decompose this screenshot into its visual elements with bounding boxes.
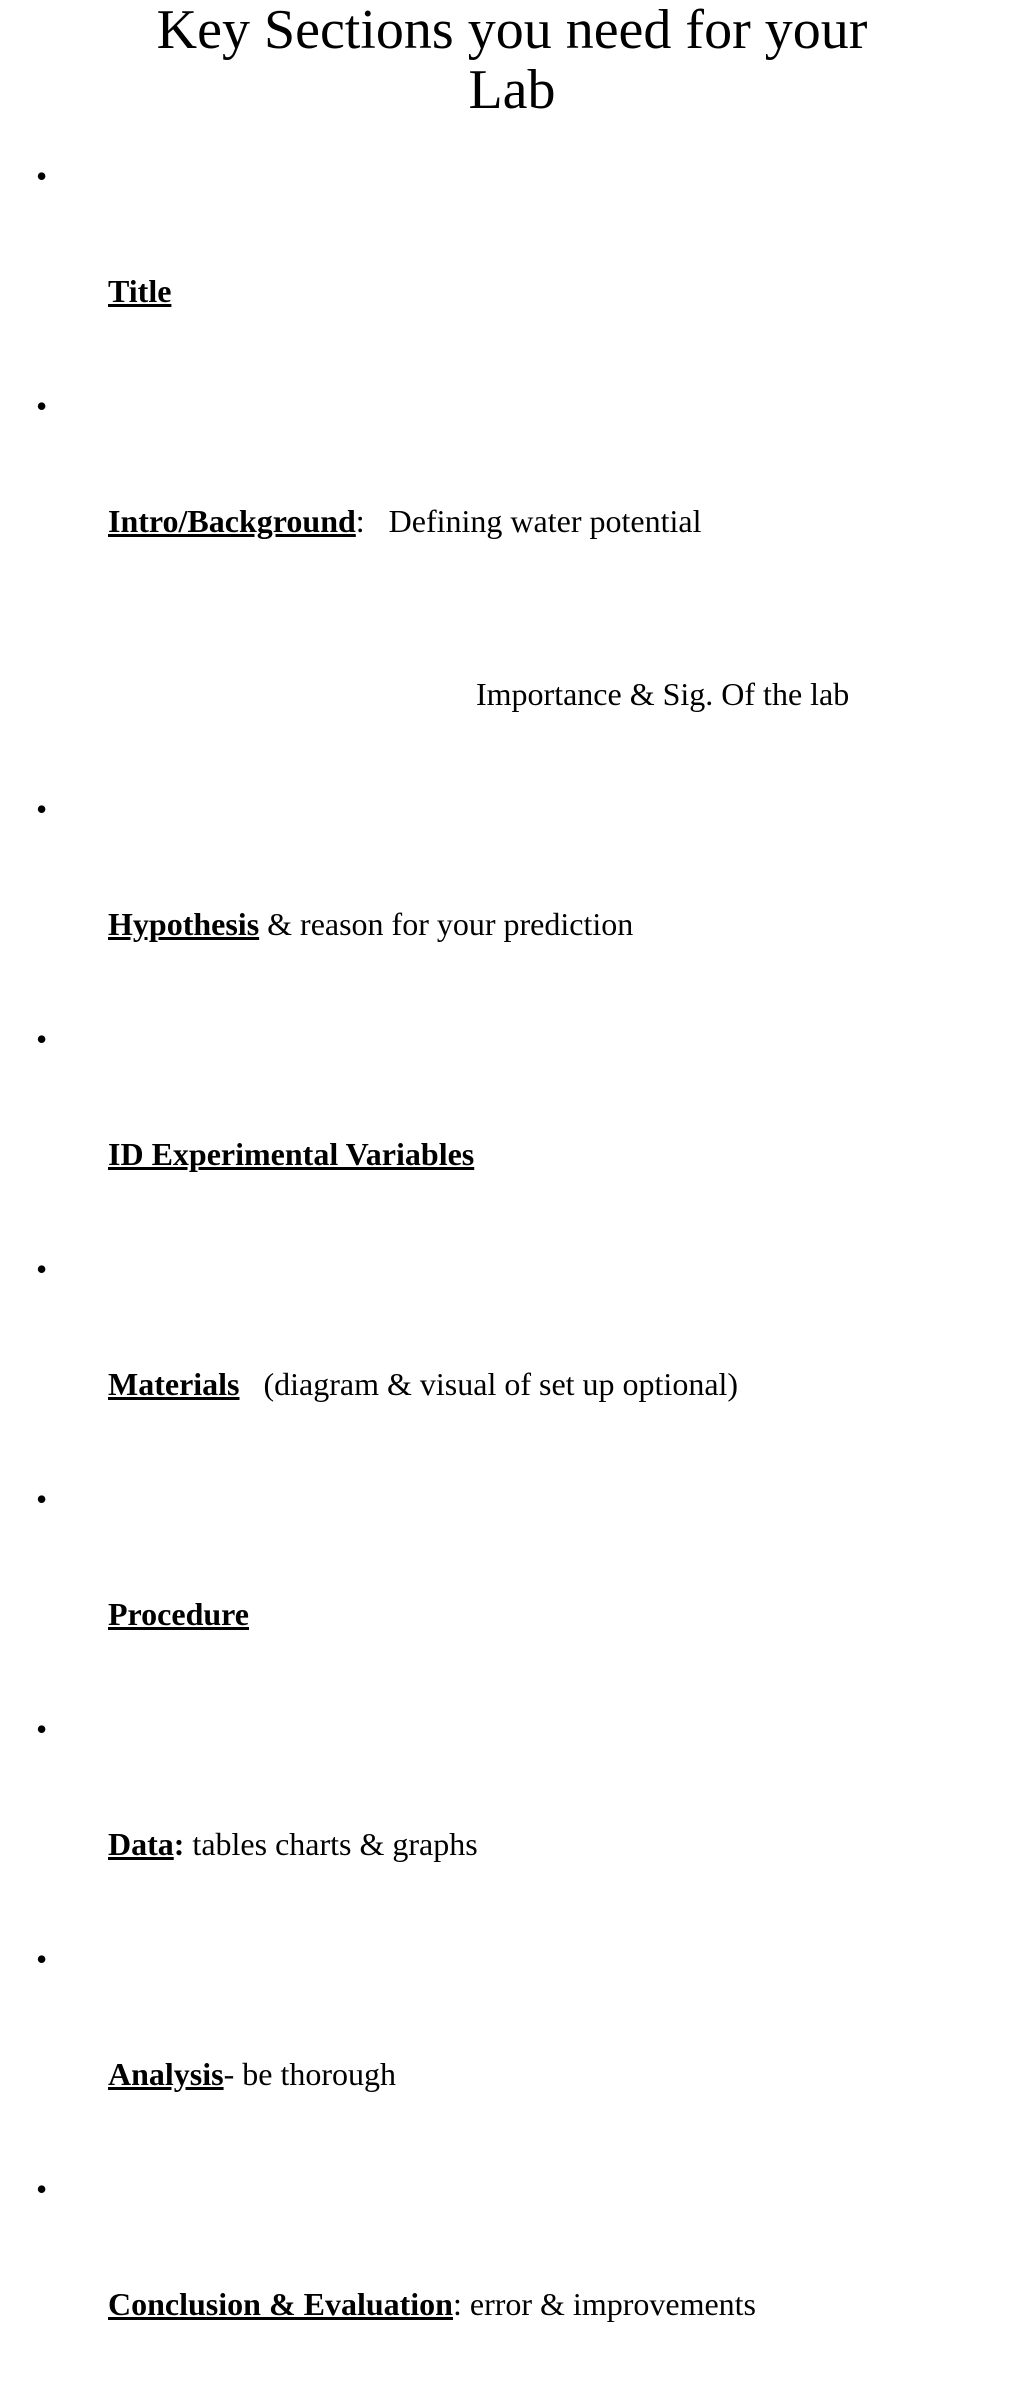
bullet-dot: •	[36, 1020, 48, 1057]
section-description: Defining water potential	[364, 503, 702, 539]
bullet-dot: •	[36, 388, 48, 424]
bullet-dot: •	[36, 1480, 48, 1517]
section-term: Data	[108, 1825, 174, 1862]
section-description: - be thorough	[223, 2055, 396, 2092]
section-description: & reason for your prediction	[259, 905, 634, 942]
bullet-item-hypothesis	[36, 781, 849, 1011]
bullet-dot: •	[36, 790, 48, 827]
bullet-list	[36, 148, 849, 2391]
bullet-dot: •	[36, 2170, 48, 2207]
bullet-item-materials	[36, 1241, 849, 1471]
bullet-item-conclusion	[36, 2161, 849, 2391]
section-separator: :	[355, 503, 365, 539]
section-term: Conclusion & Evaluation	[108, 2285, 453, 2322]
bullet-dot: •	[36, 1250, 48, 1287]
section-term: Procedure	[108, 1595, 249, 1632]
section-term: ID Experimental Variables	[108, 1135, 475, 1172]
section-term: Title	[108, 273, 172, 309]
section-description: tables charts & graphs	[184, 1825, 478, 1862]
section-term: Materials	[108, 1365, 240, 1402]
section-term: Hypothesis	[108, 905, 260, 942]
bullet-item-analysis	[36, 1931, 849, 2161]
bullet-item-procedure	[36, 1471, 849, 1701]
slide-title-line-2: Lab	[468, 59, 556, 121]
bullet-item-data	[36, 1701, 849, 1931]
bullet-item-continuation	[36, 608, 849, 781]
bullet-item-intro-background	[36, 378, 849, 608]
bullet-item-experimental-variables	[36, 1011, 849, 1241]
bullet-dot: •	[36, 1940, 48, 1977]
bullet-dot: •	[36, 158, 48, 194]
section-description: Importance & Sig. Of the lab	[476, 675, 850, 712]
section-separator: :	[173, 1825, 185, 1862]
section-description: error & improvements	[461, 2285, 756, 2322]
bullet-item-title	[36, 148, 849, 378]
slide-title-line-1: Key Sections you need for your	[156, 0, 868, 61]
section-term: Intro/Background	[108, 503, 356, 539]
bullet-dot: •	[36, 1710, 48, 1747]
section-separator: :	[452, 2285, 462, 2322]
slide-title	[0, 0, 1024, 120]
section-description: (diagram & visual of set up optional)	[239, 1365, 739, 1402]
section-term: Analysis	[108, 2055, 224, 2092]
